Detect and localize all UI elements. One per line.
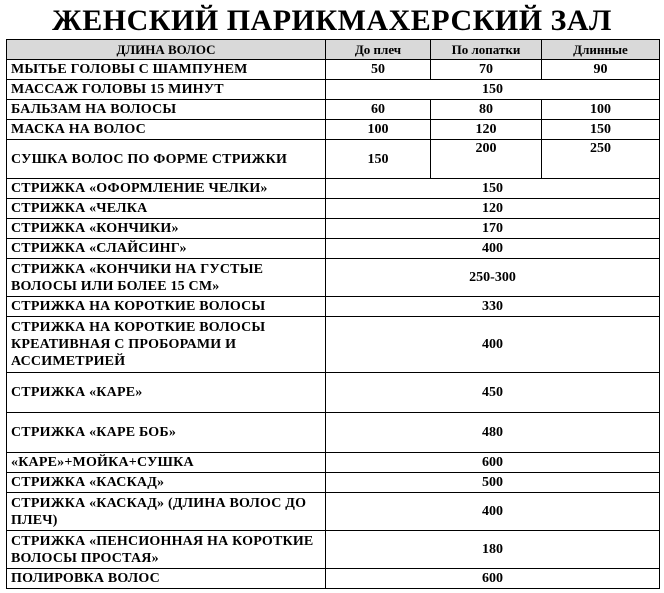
table-row xyxy=(7,199,660,219)
service-name: СТРИЖКА «КАСКАД» xyxy=(7,473,326,493)
service-name: СТРИЖКА «КОНЧИКИ» xyxy=(7,219,326,239)
price-value: 150 xyxy=(326,179,660,199)
price-long: 150 xyxy=(542,120,660,140)
price-value: 400 xyxy=(326,493,660,531)
price-value: 480 xyxy=(326,413,660,453)
column-header-shoulder: До плеч xyxy=(326,40,431,60)
service-name: СТРИЖКА НА КОРОТКИЕ ВОЛОСЫ xyxy=(7,297,326,317)
service-name: СТРИЖКА «КАРЕ» xyxy=(7,373,326,413)
price-value: 250-300 xyxy=(326,259,660,297)
price-value: 180 xyxy=(326,531,660,569)
price-value: 120 xyxy=(326,199,660,219)
service-name: «КАРЕ»+МОЙКА+СУШКА xyxy=(7,453,326,473)
table-row xyxy=(7,453,660,473)
service-name: СТРИЖКА «ОФОРМЛЕНИЕ ЧЕЛКИ» xyxy=(7,179,326,199)
table-row xyxy=(7,493,660,531)
table-header-row xyxy=(7,40,660,60)
service-name: МЫТЬЕ ГОЛОВЫ С ШАМПУНЕМ xyxy=(7,60,326,80)
service-name: СТРИЖКА «КАСКАД» (ДЛИНА ВОЛОС ДО ПЛЕЧ) xyxy=(7,493,326,531)
service-name: БАЛЬЗАМ НА ВОЛОСЫ xyxy=(7,100,326,120)
table-row xyxy=(7,100,660,120)
price-value: 400 xyxy=(326,317,660,373)
price-long: 90 xyxy=(542,60,660,80)
price-shoulder: 100 xyxy=(326,120,431,140)
price-value: 170 xyxy=(326,219,660,239)
table-row xyxy=(7,219,660,239)
service-name: СУШКА ВОЛОС ПО ФОРМЕ СТРИЖКИ xyxy=(7,140,326,179)
price-shoulder-blades: 70 xyxy=(431,60,542,80)
table-row xyxy=(7,120,660,140)
table-row xyxy=(7,473,660,493)
service-name: МАССАЖ ГОЛОВЫ 15 МИНУТ xyxy=(7,80,326,100)
price-value: 450 xyxy=(326,373,660,413)
price-long: 100 xyxy=(542,100,660,120)
price-shoulder-blades: 80 xyxy=(431,100,542,120)
column-header-long: Длинные xyxy=(542,40,660,60)
price-shoulder: 50 xyxy=(326,60,431,80)
table-row xyxy=(7,239,660,259)
table-row xyxy=(7,179,660,199)
service-name: СТРИЖКА «КОНЧИКИ НА ГУСТЫЕ ВОЛОСЫ ИЛИ БОЛЕЕ 15 СМ» xyxy=(7,259,326,297)
column-header-shoulder-blades: По лопатки xyxy=(431,40,542,60)
price-shoulder-blades: 120 xyxy=(431,120,542,140)
table-row xyxy=(7,317,660,373)
table-row xyxy=(7,60,660,80)
service-name: СТРИЖКА «ПЕНСИОННАЯ НА КОРОТКИЕ ВОЛОСЫ ПРОСТАЯ» xyxy=(7,531,326,569)
price-table xyxy=(6,39,660,589)
service-name: МАСКА НА ВОЛОС xyxy=(7,120,326,140)
table-row xyxy=(7,80,660,100)
table-row xyxy=(7,297,660,317)
table-row xyxy=(7,413,660,453)
price-value: 150 xyxy=(326,80,660,100)
price-value: 330 xyxy=(326,297,660,317)
price-value: 500 xyxy=(326,473,660,493)
table-row xyxy=(7,569,660,589)
column-header-hair-length: ДЛИНА ВОЛОС xyxy=(7,40,326,60)
table-row xyxy=(7,531,660,569)
service-name: ПОЛИРОВКА ВОЛОС xyxy=(7,569,326,589)
table-row xyxy=(7,259,660,297)
service-name: СТРИЖКА «КАРЕ БОБ» xyxy=(7,413,326,453)
page-title: ЖЕНСКИЙ ПАРИКМАХЕРСКИЙ ЗАЛ xyxy=(52,4,612,37)
service-name: СТРИЖКА «СЛАЙСИНГ» xyxy=(7,239,326,259)
price-shoulder: 60 xyxy=(326,100,431,120)
service-name: СТРИЖКА НА КОРОТКИЕ ВОЛОСЫ КРЕАТИВНАЯ С ПРОБОРАМИ И АССИМЕТРИЕЙ xyxy=(7,317,326,373)
price-value: 600 xyxy=(326,453,660,473)
service-name: СТРИЖКА «ЧЕЛКА xyxy=(7,199,326,219)
price-shoulder: 150 xyxy=(326,140,431,179)
price-long: 250 xyxy=(542,140,660,179)
price-value: 400 xyxy=(326,239,660,259)
price-value: 600 xyxy=(326,569,660,589)
table-row xyxy=(7,373,660,413)
table-row xyxy=(7,140,660,179)
price-shoulder-blades: 200 xyxy=(431,140,542,179)
